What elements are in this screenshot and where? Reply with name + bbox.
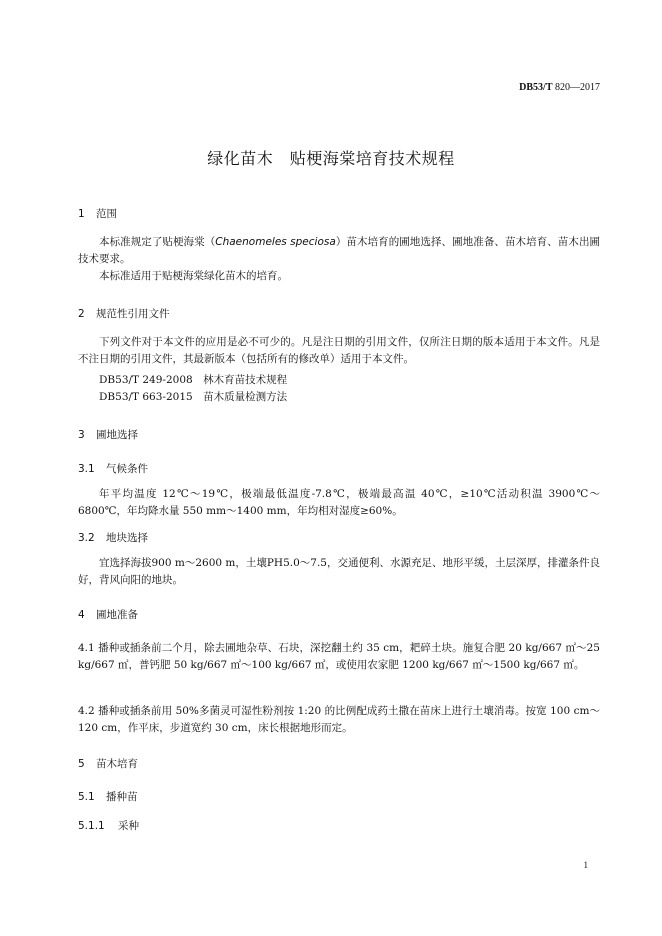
section-3-1-heading: 3.1 气候条件 [78, 463, 148, 475]
section-3-2-heading: 3.2 地块选择 [78, 532, 148, 544]
reference-2: DB53/T 663-2015 苗木质量检测方法 [99, 391, 288, 403]
section-5-1-1-heading: 5.1.1 采种 [78, 820, 139, 832]
page-number: 1 [583, 860, 588, 870]
section-4-heading: 4 圃地准备 [78, 609, 138, 621]
section-4-2-paragraph: 4.2 播种或插条前用 50%多菌灵可湿性粉剂按 1:20 的比例配成药土撒在苗床上进行土壤消毒。按宽 100 cm～120 cm，作平床，步道宽约 30 cm，床长根据地形而定。 [78, 705, 600, 734]
section-4-1-paragraph: 4.1 播种或插条前二个月，除去圃地杂草、石块，深挖翻土约 35 cm，耙碎土块。施复合肥 20 kg/667 ㎡～25 kg/667 ㎡，普钙肥 50 kg/667 ㎡～100 kg/667 ㎡，或使用农家肥 1200 kg/667 ㎡～1500 kg/667 ㎡。 [78, 642, 600, 671]
section-2-heading: 2 规范性引用文件 [78, 308, 170, 320]
section-5-heading: 5 苗木培育 [78, 758, 138, 770]
reference-1: DB53/T 249-2008 林木育苗技术规程 [99, 374, 288, 386]
section-3-1-paragraph: 年平均温度 12℃～19℃，极端最低温度-7.8℃，极端最高温 40℃，≥10℃活动积温 3900℃～6800℃，年均降水量 550 mm～1400 mm，年均相对湿度≥60%。 [78, 488, 600, 517]
document-title: 绿化苗木 贴梗海棠培育技术规程 [207, 149, 455, 168]
standard-code-header: DB53/T 820—2017 [519, 82, 600, 93]
section-1-paragraph-1: 本标准规定了贴梗海棠（Chaenomeles speciosa）苗木培育的圃地选择、圃地准备、苗木培育、苗木出圃技术要求。 [78, 236, 601, 265]
section-2-paragraph: 下列文件对于本文件的应用是必不可少的。凡是注日期的引用文件，仅所注日期的版本适用于本文件。凡是不注日期的引用文件，其最新版本（包括所有的修改单）适用于本文件。 [78, 336, 600, 365]
section-5-1-heading: 5.1 播种苗 [78, 791, 138, 803]
section-3-heading: 3 圃地选择 [78, 429, 138, 441]
section-1-heading: 1 范围 [78, 208, 117, 220]
section-1-paragraph-2: 本标准适用于贴梗海棠绿化苗木的培育。 [99, 270, 288, 282]
section-3-2-paragraph: 宜选择海拔900 m～2600 m，土壤PH5.0～7.5，交通便利、水源充足、地形平缓，土层深厚，排灌条件良好，背风向阳的地块。 [78, 557, 600, 586]
